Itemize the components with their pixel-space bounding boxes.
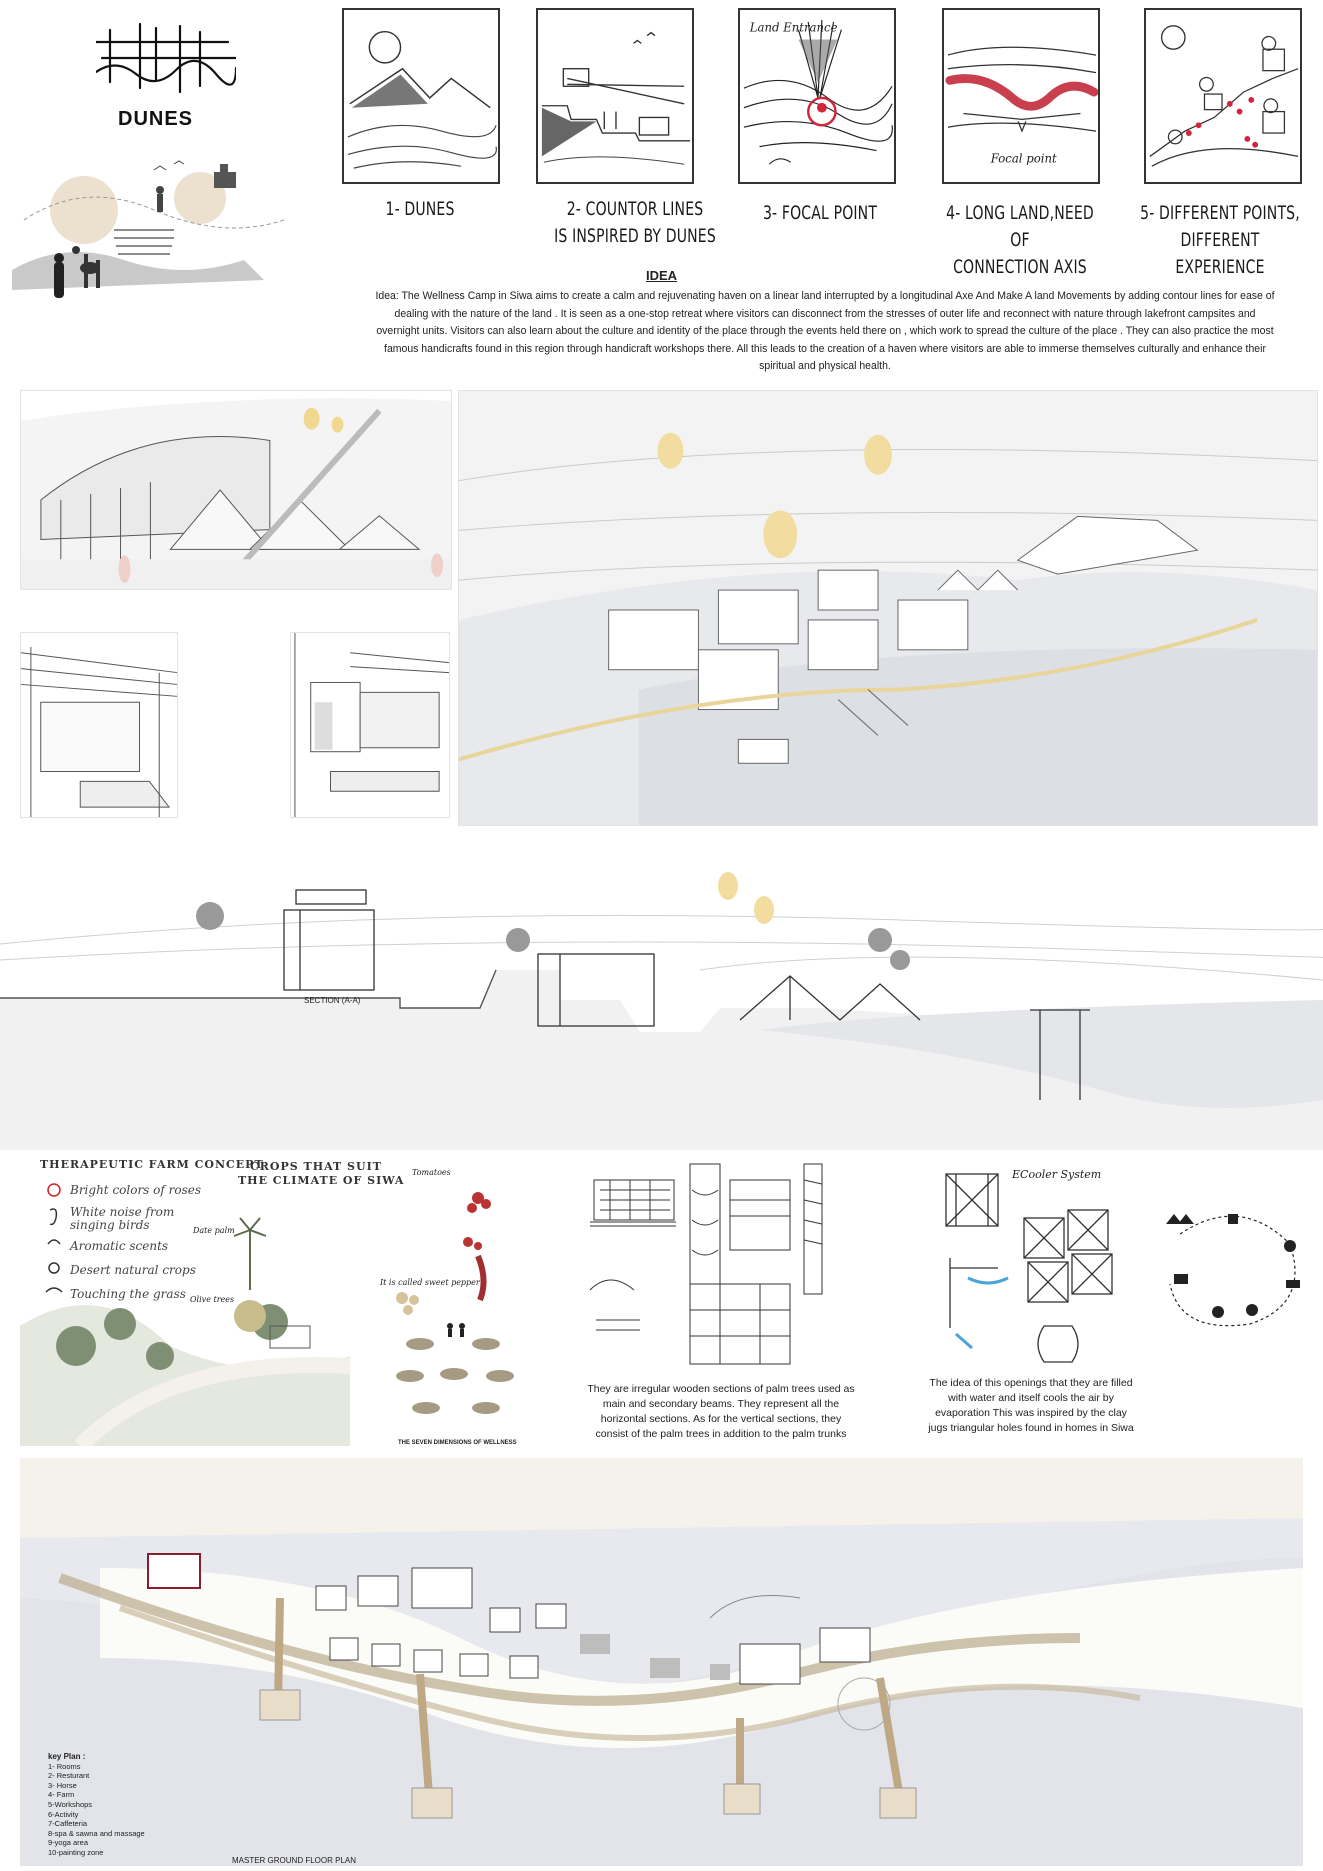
step-caption-3: 3- FOCAL POINT [762, 202, 878, 224]
key-plan-item: 3- Horse [48, 1780, 77, 1790]
land-entrance-label: Land Entrance [749, 20, 838, 35]
master-plan-label: MASTER GROUND FLOOR PLAN [232, 1856, 357, 1865]
step-caption-5: 5- DIFFERENT POINTS, DIFFERENT EXPERIENCE [1140, 202, 1300, 278]
key-plan-item: 2- Resturant [48, 1771, 90, 1781]
sketch-dunes [342, 8, 500, 184]
key-plan [48, 1752, 145, 1858]
sense-item-2: White noise from singing birds [70, 1205, 175, 1232]
sense-item-1: Bright colors of roses [70, 1183, 202, 1197]
section-label: SECTION (A-A) [304, 996, 361, 1005]
palm-structure-sketches [580, 1160, 860, 1380]
key-plan-item: 9-yoga area [48, 1838, 89, 1848]
render-aerial-camp [458, 390, 1318, 826]
crops-title-2: THE CLIMATE OF SIWA [238, 1174, 405, 1187]
wellness-title: THE SEVEN DIMENSIONS OF WELLNESS [398, 1440, 517, 1446]
key-plan-item: 7-Caffeteria [48, 1819, 88, 1829]
key-plan-title: key Plan : [48, 1752, 86, 1761]
sketch-different-points [1144, 8, 1302, 184]
step-caption-4: 4- LONG LAND,NEED OF CONNECTION AXIS [946, 202, 1094, 278]
activities-cycle-diagram [1160, 1204, 1310, 1334]
farm-concept-title: THERAPEUTIC FARM CONCEPT [40, 1158, 264, 1171]
cooler-caption: The idea of this openings that they are filled with water and itself cools the air by evaporation This was inspired by the clay jugs triangular holes found in homes in Siwa [928, 1377, 1134, 1434]
cooler-sketch-title: ECooler System [1012, 1168, 1102, 1181]
sense-item-3: Aromatic scents [70, 1239, 169, 1253]
focal-point-label: Focal point [990, 151, 1057, 166]
step-caption-2: 2- COUNTOR LINES IS INSPIRED BY DUNES [554, 198, 716, 247]
palm-caption: They are irregular wooden sections of palm trees used as main and secondary beams. They represent all the horizontal sections. As for the vertical sections, they consist of the palm trees in addition to the palm trunks [587, 1383, 855, 1440]
crop-olive-trees: Olive trees [190, 1295, 235, 1304]
sketch-contour-lines [536, 8, 694, 184]
crops-title-1: CROPS THAT SUIT [250, 1160, 382, 1173]
key-plan-item: 10-painting zone [48, 1847, 104, 1857]
render-courtyard-tents [20, 390, 452, 590]
crop-tomatoes: Tomatoes [412, 1168, 451, 1177]
cooler-sketches [928, 1158, 1138, 1380]
idea-paragraph: Idea: The Wellness Camp in Siwa aims to create a calm and rejuvenating haven on a linear land interrupted by a longitudinal Axe And Make A land Movements by adding contour lines for ease of dealing with the nature of the land . It is seen as a one-stop retreat where visitors can disconnect from the stresses of outer life and reconnect with nature through lakefront campsites and overnight units. Visitors can also learn about the culture and identity of the place through the events held there on , which work to spread the culture of the place . They can also practice the most famous handicrafts found in this region through handicraft workshops there. All this leads to the creation of a haven where visitors are able to immerse themselves culturally and enhance their spiritual and physical health. [375, 290, 1275, 372]
key-plan-item: 6-Activity [48, 1809, 79, 1819]
render-room-interior-1 [20, 632, 178, 818]
idea-heading: IDEA [645, 268, 678, 283]
key-plan-item: 1- Rooms [48, 1761, 81, 1771]
dunes-logo-mark [96, 22, 236, 102]
logo-title: DUNES [118, 108, 194, 130]
section-drawing [0, 860, 1323, 1150]
sketch-connection-axis [942, 8, 1100, 184]
concept-collage [4, 150, 294, 310]
crop-date-palm: Date palm [193, 1226, 235, 1235]
sense-item-5: Touching the grass [70, 1287, 186, 1301]
step-caption-1: 1- DUNES [385, 198, 455, 220]
sense-icons [42, 1182, 66, 1302]
wellness-diagram [390, 1318, 530, 1444]
pepper-note: It is called sweet pepper [380, 1278, 480, 1287]
key-plan-item: 4- Farm [48, 1790, 75, 1800]
key-plan-item: 5-Workshops [48, 1799, 93, 1809]
sense-item-4: Desert natural crops [70, 1263, 196, 1277]
key-plan-item: 8-spa & sawna and massage [48, 1828, 145, 1838]
master-plan-drawing [20, 1458, 1303, 1866]
render-room-interior-2 [290, 632, 450, 818]
sketch-focal-point [738, 8, 896, 184]
